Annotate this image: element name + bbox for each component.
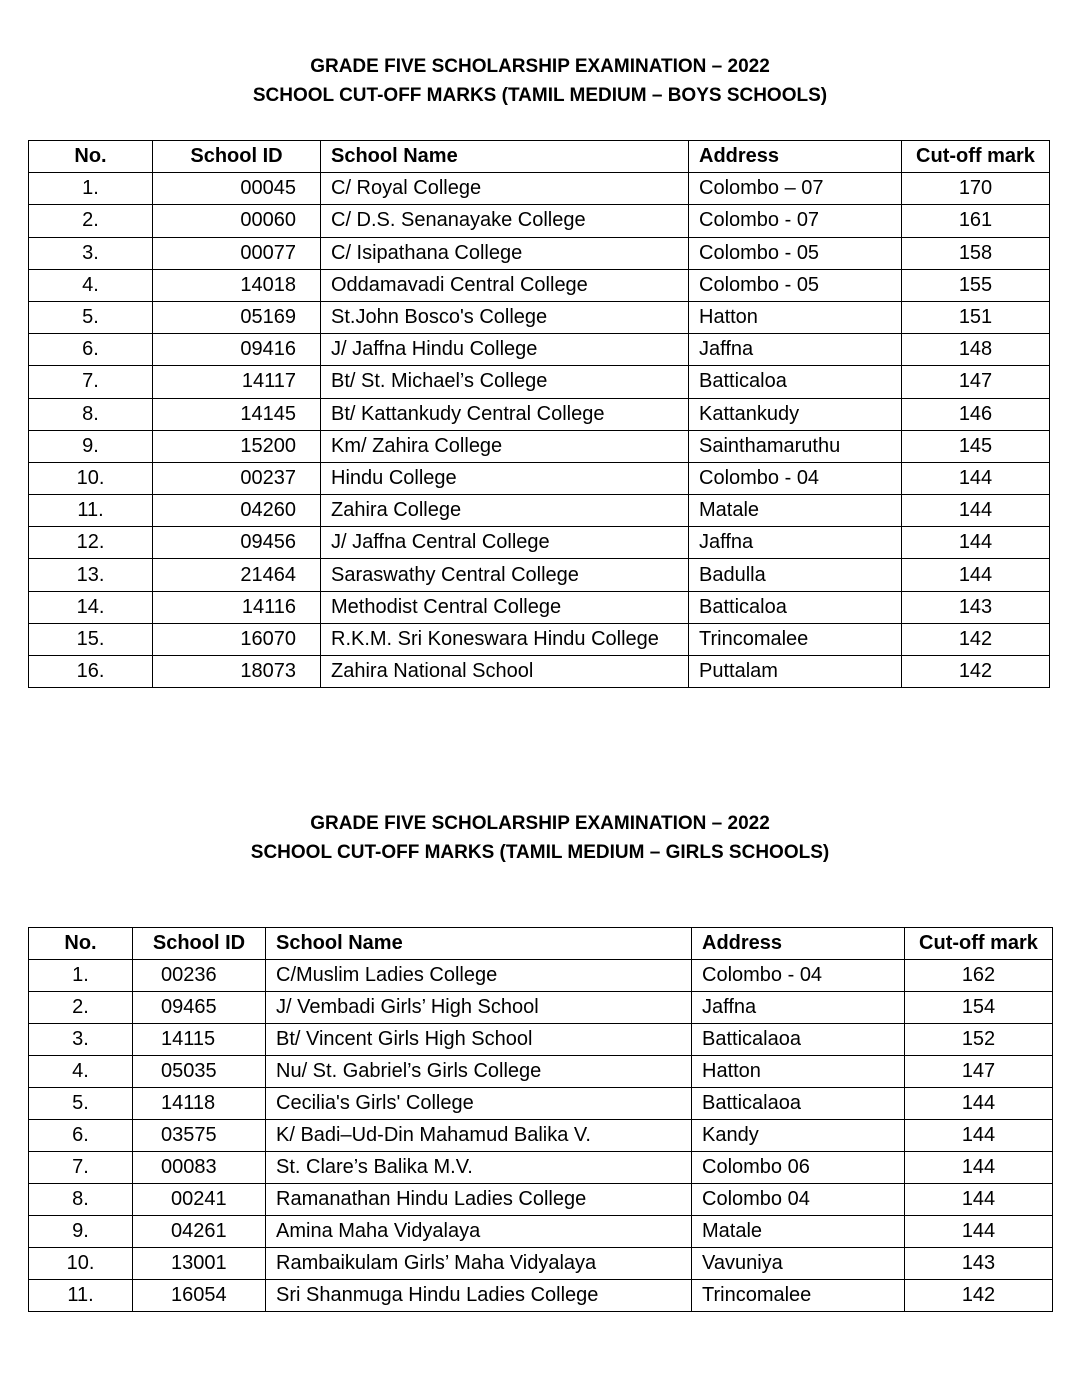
- cutoff-mark: 142: [902, 623, 1050, 655]
- address: Jaffna: [689, 334, 902, 366]
- school-name: Ramanathan Hindu Ladies College: [266, 1184, 692, 1216]
- row-number: 2.: [29, 205, 153, 237]
- address: Colombo - 04: [692, 960, 905, 992]
- table-row: [29, 591, 1050, 623]
- table-row: [29, 1120, 1053, 1152]
- table-row: [29, 1088, 1053, 1120]
- school-name: Zahira National School: [321, 656, 689, 688]
- girls-title-line1: GRADE FIVE SCHOLARSHIP EXAMINATION – 2022: [310, 813, 770, 834]
- header-no: No.: [29, 141, 153, 173]
- school-id: 00241: [133, 1184, 266, 1216]
- school-name: Rambaikulam Girls’ Maha Vidyalaya: [266, 1248, 692, 1280]
- row-number: 9.: [29, 1216, 133, 1248]
- cutoff-mark: 144: [905, 1120, 1053, 1152]
- school-name: Zahira College: [321, 495, 689, 527]
- table-row: [29, 173, 1050, 205]
- school-name: J/ Jaffna Central College: [321, 527, 689, 559]
- school-name: C/Muslim Ladies College: [266, 960, 692, 992]
- address: Batticaloa: [689, 591, 902, 623]
- row-number: 13.: [29, 559, 153, 591]
- row-number: 4.: [29, 269, 153, 301]
- girls-section-title: [0, 809, 1080, 867]
- school-name: R.K.M. Sri Koneswara Hindu College: [321, 623, 689, 655]
- row-number: 11.: [29, 495, 153, 527]
- row-number: 3.: [29, 1024, 133, 1056]
- table-row: [29, 960, 1053, 992]
- row-number: 10.: [29, 462, 153, 494]
- address: Sainthamaruthu: [689, 430, 902, 462]
- cutoff-mark: 144: [905, 1088, 1053, 1120]
- cutoff-mark: 161: [902, 205, 1050, 237]
- table-row: [29, 334, 1050, 366]
- address: Colombo - 05: [689, 237, 902, 269]
- row-number: 8.: [29, 398, 153, 430]
- header-school-id: School ID: [133, 928, 266, 960]
- school-id: 04260: [153, 495, 321, 527]
- header-address: Address: [692, 928, 905, 960]
- address: Batticalaoa: [692, 1024, 905, 1056]
- address: Colombo - 04: [689, 462, 902, 494]
- cutoff-mark: 152: [905, 1024, 1053, 1056]
- table-row: [29, 205, 1050, 237]
- table-row: [29, 398, 1050, 430]
- address: Colombo 04: [692, 1184, 905, 1216]
- cutoff-mark: 143: [902, 591, 1050, 623]
- cutoff-mark: 146: [902, 398, 1050, 430]
- table-header-row: [29, 928, 1053, 960]
- school-id: 14116: [153, 591, 321, 623]
- address: Trincomalee: [689, 623, 902, 655]
- header-school-id: School ID: [153, 141, 321, 173]
- address: Batticaloa: [689, 366, 902, 398]
- school-id: 18073: [153, 656, 321, 688]
- cutoff-mark: 147: [905, 1056, 1053, 1088]
- table-row: [29, 1024, 1053, 1056]
- address: Kandy: [692, 1120, 905, 1152]
- header-school-name: School Name: [321, 141, 689, 173]
- school-id: 00237: [153, 462, 321, 494]
- cutoff-mark: 144: [905, 1216, 1053, 1248]
- school-name: J/ Jaffna Hindu College: [321, 334, 689, 366]
- school-id: 21464: [153, 559, 321, 591]
- school-name: Sri Shanmuga Hindu Ladies College: [266, 1280, 692, 1312]
- school-id: 04261: [133, 1216, 266, 1248]
- table-row: [29, 992, 1053, 1024]
- table-row: [29, 1056, 1053, 1088]
- address: Kattankudy: [689, 398, 902, 430]
- school-id: 00236: [133, 960, 266, 992]
- row-number: 7.: [29, 366, 153, 398]
- school-name: Saraswathy Central College: [321, 559, 689, 591]
- header-cutoff-mark: Cut-off mark: [905, 928, 1053, 960]
- cutoff-mark: 147: [902, 366, 1050, 398]
- school-name: J/ Vembadi Girls’ High School: [266, 992, 692, 1024]
- cutoff-mark: 143: [905, 1248, 1053, 1280]
- cutoff-mark: 142: [905, 1280, 1053, 1312]
- address: Badulla: [689, 559, 902, 591]
- school-name: Hindu College: [321, 462, 689, 494]
- address: Matale: [692, 1216, 905, 1248]
- row-number: 5.: [29, 1088, 133, 1120]
- school-id: 00083: [133, 1152, 266, 1184]
- school-name: C/ Isipathana College: [321, 237, 689, 269]
- row-number: 6.: [29, 1120, 133, 1152]
- address: Hatton: [689, 301, 902, 333]
- school-id: 16054: [133, 1280, 266, 1312]
- school-name: St.John Bosco's College: [321, 301, 689, 333]
- address: Trincomalee: [692, 1280, 905, 1312]
- boys-section-title: [0, 52, 1080, 110]
- school-id: 00060: [153, 205, 321, 237]
- school-name: C/ Royal College: [321, 173, 689, 205]
- address: Jaffna: [692, 992, 905, 1024]
- table-row: [29, 623, 1050, 655]
- address: Batticalaoa: [692, 1088, 905, 1120]
- school-id: 05169: [153, 301, 321, 333]
- cutoff-mark: 142: [902, 656, 1050, 688]
- school-name: Km/ Zahira College: [321, 430, 689, 462]
- school-name: Methodist Central College: [321, 591, 689, 623]
- table-row: [29, 237, 1050, 269]
- row-number: 10.: [29, 1248, 133, 1280]
- row-number: 2.: [29, 992, 133, 1024]
- table-row: [29, 1152, 1053, 1184]
- row-number: 9.: [29, 430, 153, 462]
- header-no: No.: [29, 928, 133, 960]
- row-number: 6.: [29, 334, 153, 366]
- table-row: [29, 366, 1050, 398]
- row-number: 12.: [29, 527, 153, 559]
- cutoff-mark: 144: [902, 559, 1050, 591]
- boys-title-line2: SCHOOL CUT-OFF MARKS (TAMIL MEDIUM – BOYS SCHOOLS): [252, 85, 828, 106]
- school-id: 09456: [153, 527, 321, 559]
- school-name: Bt/ Vincent Girls High School: [266, 1024, 692, 1056]
- cutoff-mark: 155: [902, 269, 1050, 301]
- cutoff-mark: 158: [902, 237, 1050, 269]
- row-number: 8.: [29, 1184, 133, 1216]
- girls-cutoff-table: [28, 927, 1053, 1312]
- row-number: 5.: [29, 301, 153, 333]
- table-row: [29, 430, 1050, 462]
- table-row: [29, 559, 1050, 591]
- row-number: 1.: [29, 173, 153, 205]
- cutoff-mark: 144: [902, 495, 1050, 527]
- cutoff-mark: 144: [902, 462, 1050, 494]
- cutoff-mark: 145: [902, 430, 1050, 462]
- row-number: 11.: [29, 1280, 133, 1312]
- table-row: [29, 462, 1050, 494]
- header-cutoff-mark: Cut-off mark: [902, 141, 1050, 173]
- address: Hatton: [692, 1056, 905, 1088]
- school-id: 14118: [133, 1088, 266, 1120]
- school-name: Bt/ St. Michael’s College: [321, 366, 689, 398]
- school-id: 15200: [153, 430, 321, 462]
- address: Colombo 06: [692, 1152, 905, 1184]
- school-name: Bt/ Kattankudy Central College: [321, 398, 689, 430]
- school-id: 00077: [153, 237, 321, 269]
- table-row: [29, 1280, 1053, 1312]
- row-number: 7.: [29, 1152, 133, 1184]
- boys-cutoff-table: [28, 140, 1050, 688]
- school-id: 05035: [133, 1056, 266, 1088]
- cutoff-mark: 144: [905, 1184, 1053, 1216]
- school-id: 14117: [153, 366, 321, 398]
- row-number: 3.: [29, 237, 153, 269]
- table-row: [29, 1184, 1053, 1216]
- school-name: Nu/ St. Gabriel’s Girls College: [266, 1056, 692, 1088]
- address: Puttalam: [689, 656, 902, 688]
- row-number: 1.: [29, 960, 133, 992]
- table-row: [29, 1216, 1053, 1248]
- school-name: K/ Badi–Ud-Din Mahamud Balika V.: [266, 1120, 692, 1152]
- school-name: Cecilia's Girls' College: [266, 1088, 692, 1120]
- table-row: [29, 1248, 1053, 1280]
- school-id: 16070: [153, 623, 321, 655]
- school-id: 03575: [133, 1120, 266, 1152]
- school-id: 00045: [153, 173, 321, 205]
- address: Matale: [689, 495, 902, 527]
- school-name: Oddamavadi Central College: [321, 269, 689, 301]
- table-row: [29, 527, 1050, 559]
- row-number: 14.: [29, 591, 153, 623]
- row-number: 15.: [29, 623, 153, 655]
- cutoff-mark: 144: [902, 527, 1050, 559]
- table-row: [29, 301, 1050, 333]
- table-header-row: [29, 141, 1050, 173]
- table-row: [29, 495, 1050, 527]
- table-row: [29, 656, 1050, 688]
- cutoff-mark: 170: [902, 173, 1050, 205]
- cutoff-mark: 162: [905, 960, 1053, 992]
- boys-title-line1: GRADE FIVE SCHOLARSHIP EXAMINATION – 2022: [310, 56, 770, 77]
- header-school-name: School Name: [266, 928, 692, 960]
- cutoff-mark: 144: [905, 1152, 1053, 1184]
- cutoff-mark: 154: [905, 992, 1053, 1024]
- header-address: Address: [689, 141, 902, 173]
- address: Vavuniya: [692, 1248, 905, 1280]
- school-id: 13001: [133, 1248, 266, 1280]
- row-number: 16.: [29, 656, 153, 688]
- address: Colombo - 07: [689, 205, 902, 237]
- table-row: [29, 269, 1050, 301]
- cutoff-mark: 151: [902, 301, 1050, 333]
- school-id: 14018: [153, 269, 321, 301]
- address: Colombo - 05: [689, 269, 902, 301]
- school-id: 09416: [153, 334, 321, 366]
- address: Jaffna: [689, 527, 902, 559]
- cutoff-mark: 148: [902, 334, 1050, 366]
- girls-title-line2: SCHOOL CUT-OFF MARKS (TAMIL MEDIUM – GIRLS SCHOOLS): [250, 842, 830, 863]
- school-name: St. Clare’s Balika M.V.: [266, 1152, 692, 1184]
- school-name: C/ D.S. Senanayake College: [321, 205, 689, 237]
- school-id: 14115: [133, 1024, 266, 1056]
- school-name: Amina Maha Vidyalaya: [266, 1216, 692, 1248]
- school-id: 09465: [133, 992, 266, 1024]
- address: Colombo – 07: [689, 173, 902, 205]
- school-id: 14145: [153, 398, 321, 430]
- row-number: 4.: [29, 1056, 133, 1088]
